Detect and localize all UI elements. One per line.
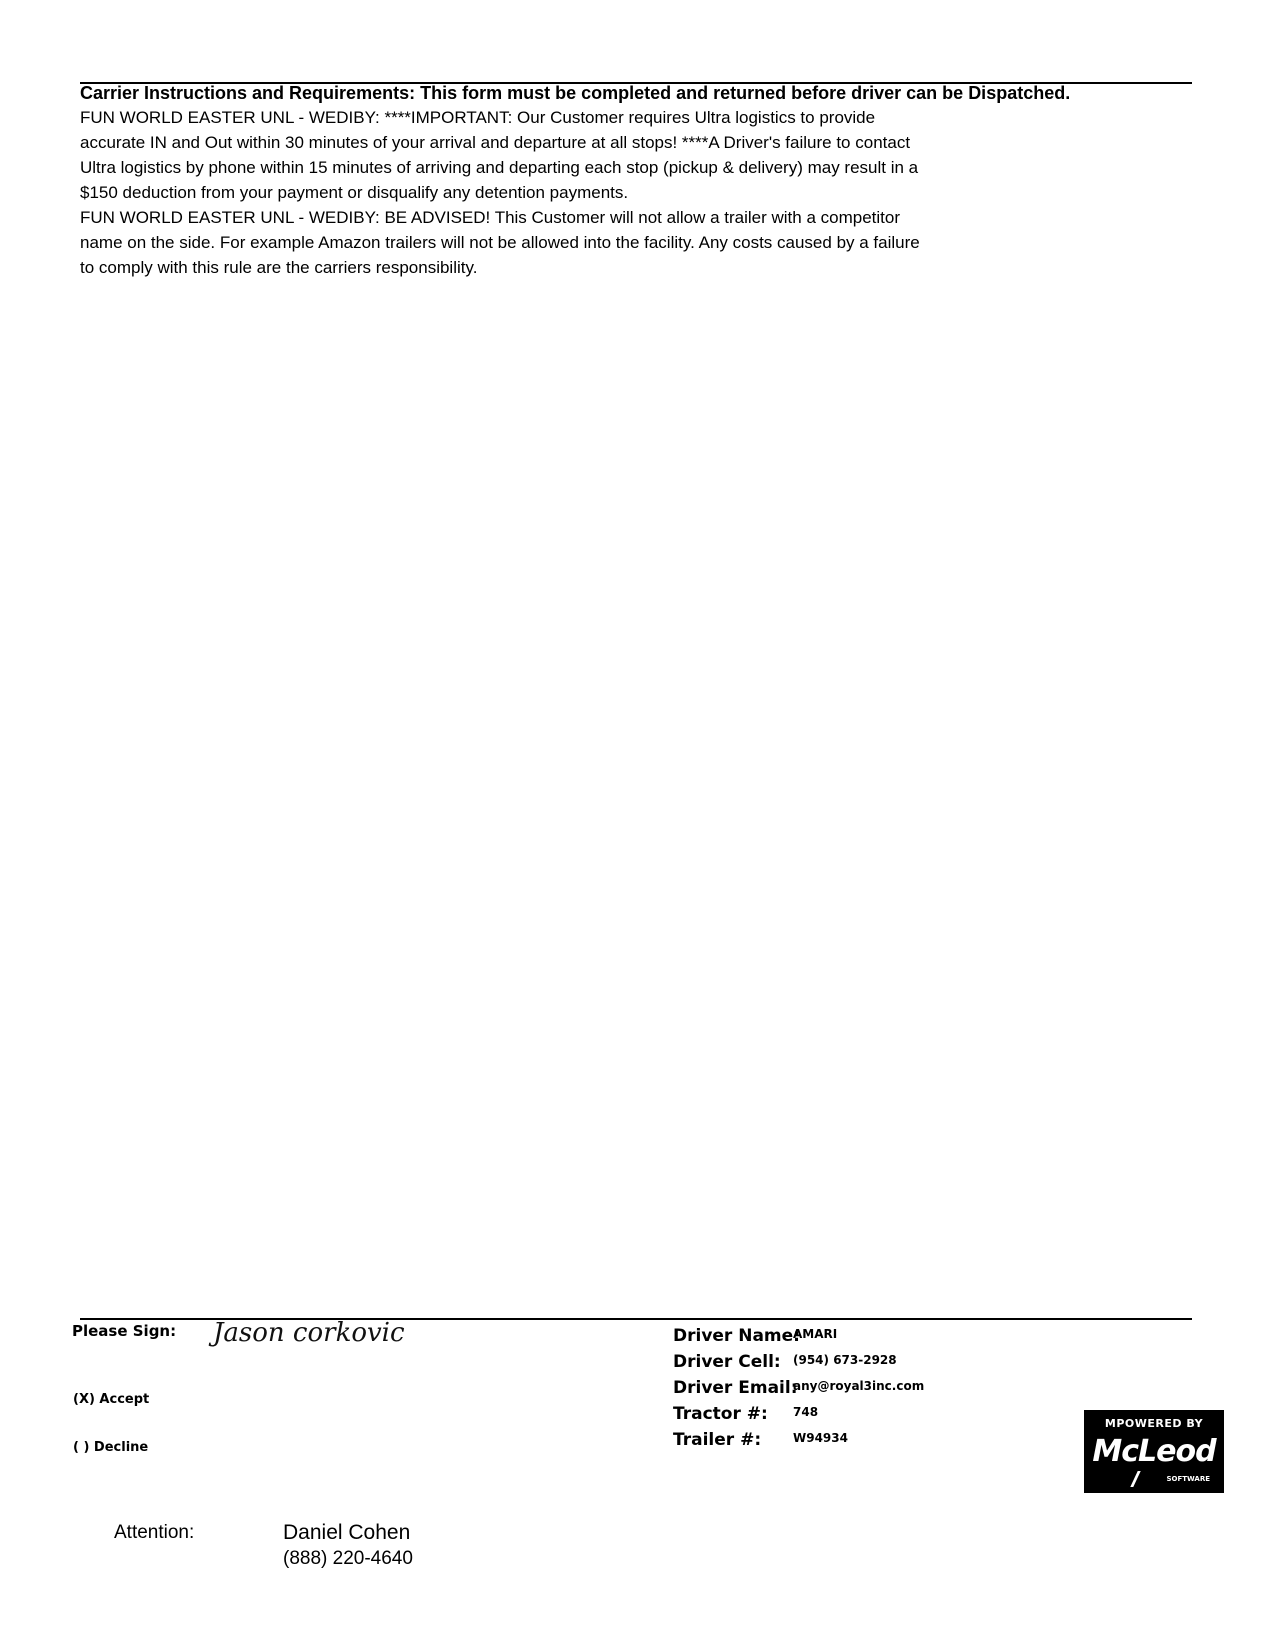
driver-email-label: Driver Email: (673, 1378, 798, 1398)
logo-tagline: MPOWERED BY (1104, 1417, 1204, 1430)
accept-option[interactable]: (X) Accept (73, 1392, 150, 1407)
instruction-line: accurate IN and Out within 30 minutes of your arrival and departure at all stops! ****A Driver's failure to contact (80, 133, 911, 152)
logo-slash-icon (1130, 1471, 1140, 1487)
tractor-label: Tractor #: (673, 1404, 768, 1424)
driver-cell-label: Driver Cell: (673, 1352, 781, 1372)
instruction-line: name on the side. For example Amazon trailers will not be allowed into the facility. Any costs caused by a failure (80, 233, 920, 252)
tractor-value: 748 (793, 1405, 819, 1419)
decline-option[interactable]: ( ) Decline (73, 1440, 149, 1455)
instruction-line: FUN WORLD EASTER UNL - WEDIBY: BE ADVISED! This Customer will not allow a trailer with a competitor (80, 208, 900, 227)
driver-email-value: any@royal3inc.com (793, 1379, 925, 1393)
please-sign-label: Please Sign: (72, 1322, 177, 1340)
instruction-line: $150 deduction from your payment or disqualify any detention payments. (80, 183, 629, 202)
driver-name-value: AMARI (793, 1327, 838, 1341)
instruction-line: to comply with this rule are the carriers responsibility. (80, 258, 478, 277)
signature[interactable]: Jason corkovic (213, 1318, 405, 1348)
logo-subtitle: SOFTWARE (1166, 1475, 1210, 1483)
instructions-title: Carrier Instructions and Requirements: This form must be completed and returned before driver can be Dispatched. (80, 83, 1071, 103)
trailer-value: W94934 (793, 1431, 848, 1445)
instruction-line: FUN WORLD EASTER UNL - WEDIBY: ****IMPORTANT: Our Customer requires Ultra logistics to provide (80, 108, 876, 127)
trailer-label: Trailer #: (673, 1430, 762, 1450)
driver-cell-value: (954) 673-2928 (793, 1353, 897, 1367)
attention-phone: (888) 220-4640 (283, 1548, 413, 1569)
attention-name: Daniel Cohen (283, 1521, 411, 1544)
instruction-line: Ultra logistics by phone within 15 minutes of arriving and departing each stop (pickup & delivery) may result in a (80, 158, 919, 177)
attention-label: Attention: (114, 1522, 195, 1543)
mcleod-logo (1084, 1410, 1224, 1493)
driver-name-label: Driver Name: (673, 1326, 800, 1346)
logo-wordmark: McLeod (1092, 1434, 1216, 1469)
